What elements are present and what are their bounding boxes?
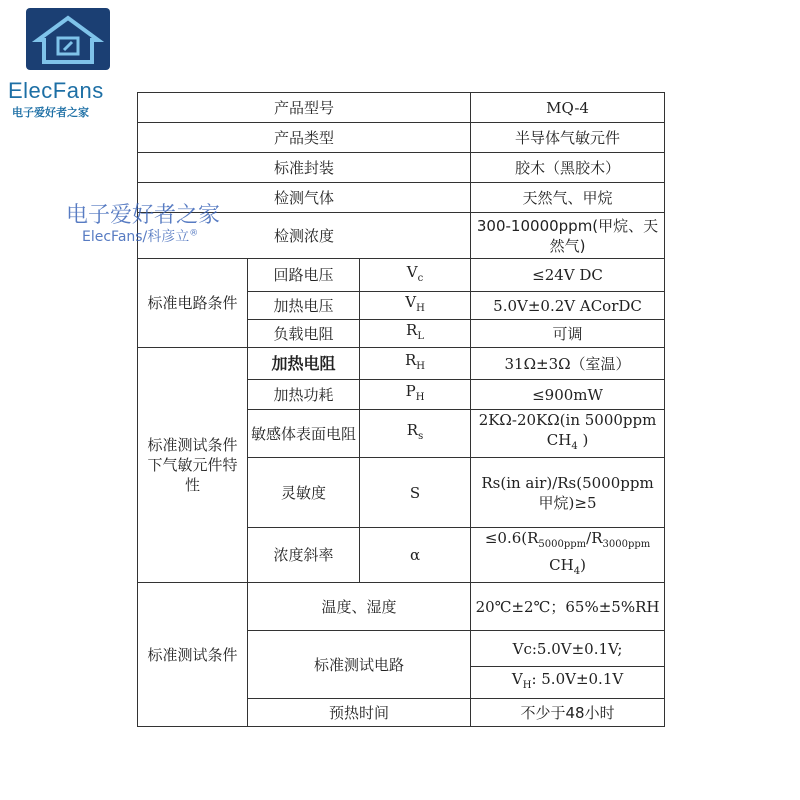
table-row [138,153,665,183]
cell-label: 温度、湿度 [248,583,471,631]
cell-symbol: α [360,528,471,583]
spec-table [137,92,665,727]
cell-label: 回路电压 [248,259,360,292]
cell-symbol: $R_H$ [360,348,471,380]
group-conditions: 标准测试条件 [138,583,248,727]
cell-symbol: $V_H$ [360,292,471,320]
cell-value: 300-10000ppm(甲烷、天然气) [471,213,665,259]
cell-value: 半导体气敏元件 [471,123,665,153]
cell-label: 敏感体表面电阻 [248,410,360,458]
cell-label: 加热电阻 [248,348,360,380]
group-circuit: 标准电路条件 [138,259,248,348]
cell-label: 加热电压 [248,292,360,320]
cell-label: 检测浓度 [138,213,471,259]
cell-value: 胶木（黑胶木） [471,153,665,183]
cell-label: 负载电阻 [248,320,360,348]
cell-label: 预热时间 [248,699,471,727]
cell-value: 可调 [471,320,665,348]
cell-label: 灵敏度 [248,458,360,528]
cell-value: 不少于48小时 [471,699,665,727]
cell-value: ≤900mW [471,380,665,410]
cell-value: Vc:5.0V±0.1V; [471,631,665,667]
watermark-subtitle: ElecFans/科彦立® [82,228,199,245]
cell-value: $V_H$: 5.0V±0.1V [471,667,665,699]
table-row [138,123,665,153]
elecfans-logo [8,8,128,118]
cell-label: 标准测试电路 [248,631,471,699]
cell-symbol: $R_s$ [360,410,471,458]
cell-label: 标准封装 [138,153,471,183]
cell-value: 天然气、甲烷 [471,183,665,213]
cell-value: Rs(in air)/Rs(5000ppm甲烷)≥5 [471,458,665,528]
cell-label: 产品型号 [138,93,471,123]
brand-name: ElecFans [8,78,104,103]
cell-value: 31Ω±3Ω（室温） [471,348,665,380]
table-row [138,348,665,380]
brand-subtitle: 电子爱好者之家 [12,106,89,119]
cell-label: 检测气体 [138,183,471,213]
cell-value: 5.0V±0.2V ACorDC [471,292,665,320]
cell-value: 2KΩ-20KΩ(in 5000ppm $CH_4$ ) [471,410,665,458]
group-test: 标准测试条件下气敏元件特性 [138,348,248,583]
cell-symbol: $P_H$ [360,380,471,410]
cell-symbol: $V_c$ [360,259,471,292]
cell-value: 20℃±2℃；65%±5%RH [471,583,665,631]
cell-label: 加热功耗 [248,380,360,410]
cell-symbol: $R_L$ [360,320,471,348]
watermark-title: 电子爱好者之家 [66,203,221,228]
cell-symbol: S [360,458,471,528]
cell-value: MQ-4 [471,93,665,123]
cell-value: ≤24V DC [471,259,665,292]
cell-label: 浓度斜率 [248,528,360,583]
table-row [138,93,665,123]
table-row [138,259,665,292]
cell-label: 产品类型 [138,123,471,153]
table-row [138,583,665,631]
house-chip-icon [26,8,110,70]
cell-value: $\le 0.6(R_{5000ppm}/R_{3000ppm}$ $CH_4$) [471,528,665,583]
